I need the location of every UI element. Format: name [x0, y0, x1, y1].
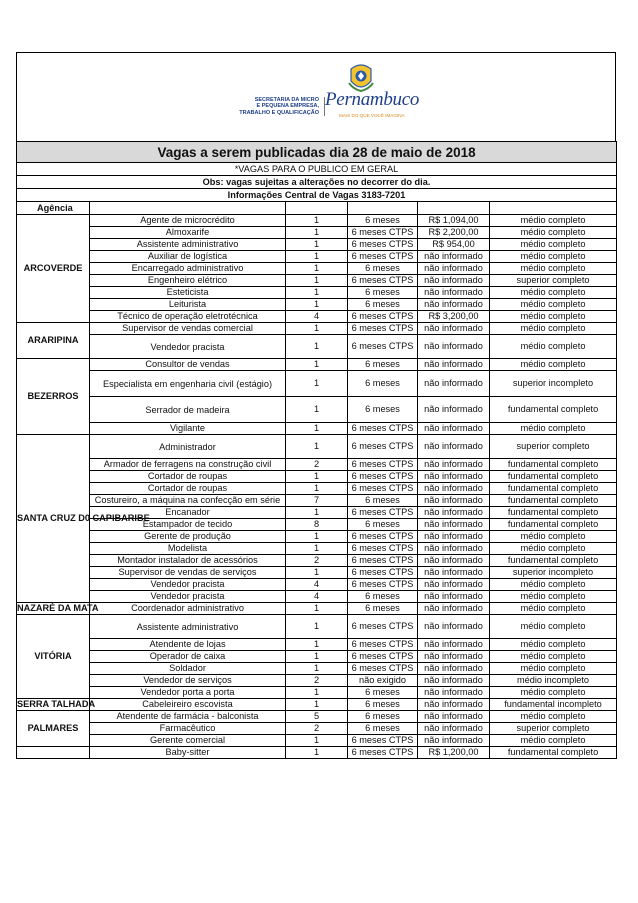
role-cell: Vendedor pracista — [90, 335, 286, 359]
vacancies-cell: 4 — [286, 311, 348, 323]
vacancies-cell: 1 — [286, 483, 348, 495]
table-row — [17, 371, 617, 397]
education-cell: fundamental completo — [490, 747, 617, 759]
salary-cell: não informado — [418, 335, 490, 359]
education-cell: médio completo — [490, 239, 617, 251]
experience-cell: 6 meses CTPS — [348, 507, 418, 519]
education-cell: médio completo — [490, 639, 617, 651]
secretaria-line-2: E PEQUENA EMPRESA, — [256, 103, 319, 110]
experience-cell: 6 meses CTPS — [348, 239, 418, 251]
experience-cell: 6 meses — [348, 287, 418, 299]
role-cell: Especialista em engenharia civil (estágio) — [90, 371, 286, 397]
experience-cell: 6 meses CTPS — [348, 543, 418, 555]
table-row — [17, 251, 617, 263]
salary-cell: não informado — [418, 663, 490, 675]
role-cell: Armador de ferragens na construção civil — [90, 459, 286, 471]
education-cell: fundamental completo — [490, 519, 617, 531]
vacancies-cell: 7 — [286, 495, 348, 507]
education-cell: médio completo — [490, 263, 617, 275]
role-cell: Montador instalador de acessórios — [90, 555, 286, 567]
salary-cell: não informado — [418, 251, 490, 263]
column-header-blank — [348, 202, 418, 215]
education-cell: médio incompleto — [490, 675, 617, 687]
experience-cell: 6 meses — [348, 299, 418, 311]
salary-cell: não informado — [418, 651, 490, 663]
table-row — [17, 275, 617, 287]
education-cell: médio completo — [490, 591, 617, 603]
salary-cell: não informado — [418, 275, 490, 287]
table-row — [17, 215, 617, 227]
column-header-blank — [90, 202, 286, 215]
table-row — [17, 423, 617, 435]
role-cell: Atendente de lojas — [90, 639, 286, 651]
table-row — [17, 397, 617, 423]
experience-cell: 6 meses CTPS — [348, 639, 418, 651]
education-cell: fundamental completo — [490, 459, 617, 471]
agency-cell: SANTA CRUZ D0 CAPIBARIBE — [17, 435, 90, 603]
vacancies-cell: 1 — [286, 507, 348, 519]
experience-cell: 6 meses CTPS — [348, 555, 418, 567]
role-cell: Esteticista — [90, 287, 286, 299]
education-cell: superior completo — [490, 275, 617, 287]
table-row — [17, 555, 617, 567]
column-header-blank — [286, 202, 348, 215]
vacancies-cell: 2 — [286, 459, 348, 471]
vacancies-cell: 1 — [286, 371, 348, 397]
education-cell: médio completo — [490, 251, 617, 263]
logo-band — [16, 52, 616, 141]
education-cell: médio completo — [490, 687, 617, 699]
vacancies-cell: 1 — [286, 735, 348, 747]
agency-cell: NAZARÉ DA MATA — [17, 603, 99, 613]
experience-cell: 6 meses — [348, 495, 418, 507]
experience-cell: 6 meses — [348, 371, 418, 397]
salary-cell: não informado — [418, 579, 490, 591]
table-row — [17, 711, 617, 723]
experience-cell: 6 meses CTPS — [348, 423, 418, 435]
education-cell: médio completo — [490, 711, 617, 723]
education-cell: médio completo — [490, 735, 617, 747]
experience-cell: 6 meses — [348, 687, 418, 699]
role-cell: Administrador — [90, 435, 286, 459]
salary-cell: não informado — [418, 397, 490, 423]
salary-cell: R$ 3,200,00 — [418, 311, 490, 323]
table-row — [17, 567, 617, 579]
experience-cell: 6 meses — [348, 603, 418, 615]
education-cell: superior completo — [490, 435, 617, 459]
experience-cell: não exigido — [348, 675, 418, 687]
agency-cell: VITÓRIA — [17, 615, 90, 699]
education-cell: médio completo — [490, 227, 617, 239]
vacancies-cell: 1 — [286, 215, 348, 227]
role-cell: Cortador de roupas — [90, 471, 286, 483]
salary-cell: R$ 954,00 — [418, 239, 490, 251]
role-cell: Vendedor pracista — [90, 591, 286, 603]
table-row — [17, 263, 617, 275]
agency-cell: SERRA TALHADA — [17, 699, 96, 709]
table-row — [17, 299, 617, 311]
salary-cell: não informado — [418, 263, 490, 275]
vacancies-cell: 1 — [286, 639, 348, 651]
salary-cell: não informado — [418, 299, 490, 311]
education-cell: médio completo — [490, 323, 617, 335]
table-row — [17, 323, 617, 335]
agency-cell: PALMARES — [17, 711, 90, 747]
vacancies-cell: 1 — [286, 287, 348, 299]
experience-cell: 6 meses — [348, 263, 418, 275]
role-cell: Técnico de operação eletrotécnica — [90, 311, 286, 323]
education-cell: superior incompleto — [490, 371, 617, 397]
role-cell: Auxiliar de logística — [90, 251, 286, 263]
vacancies-cell: 4 — [286, 579, 348, 591]
table-row — [17, 459, 617, 471]
table-row — [17, 615, 617, 639]
table-row — [17, 687, 617, 699]
table-row — [17, 675, 617, 687]
salary-cell: não informado — [418, 471, 490, 483]
table-row — [17, 435, 617, 459]
experience-cell: 6 meses — [348, 359, 418, 371]
salary-cell: não informado — [418, 711, 490, 723]
table-row — [17, 311, 617, 323]
experience-cell: 6 meses — [348, 699, 418, 711]
vacancies-cell: 1 — [286, 747, 348, 759]
salary-cell: não informado — [418, 459, 490, 471]
role-cell: Serrador de madeira — [90, 397, 286, 423]
education-cell: fundamental completo — [490, 471, 617, 483]
salary-cell: não informado — [418, 483, 490, 495]
experience-cell: 6 meses CTPS — [348, 531, 418, 543]
vacancies-cell: 8 — [286, 519, 348, 531]
vacancies-cell: 2 — [286, 723, 348, 735]
table-row — [17, 495, 617, 507]
role-cell: Vendedor porta a porta — [90, 687, 286, 699]
role-cell: Modelista — [90, 543, 286, 555]
table-row — [17, 735, 617, 747]
vacancies-cell: 1 — [286, 227, 348, 239]
vacancies-cell: 4 — [286, 591, 348, 603]
salary-cell: não informado — [418, 675, 490, 687]
education-cell: fundamental completo — [490, 507, 617, 519]
vacancies-cell: 1 — [286, 435, 348, 459]
experience-cell: 6 meses CTPS — [348, 747, 418, 759]
sheet-obs: Obs: vagas sujeitas a alterações no decorrer do dia. — [17, 176, 617, 189]
education-cell: superior incompleto — [490, 567, 617, 579]
salary-cell: não informado — [418, 639, 490, 651]
table-row — [17, 723, 617, 735]
experience-cell: 6 meses — [348, 215, 418, 227]
vacancies-cell: 1 — [286, 397, 348, 423]
experience-cell: 6 meses CTPS — [348, 335, 418, 359]
vacancies-cell: 2 — [286, 555, 348, 567]
agency-cell: BEZERROS — [17, 359, 90, 435]
vacancies-cell: 1 — [286, 275, 348, 287]
sheet-subtitle: *VAGAS PARA O PUBLICO EM GERAL — [17, 163, 617, 176]
vacancies-cell: 1 — [286, 335, 348, 359]
salary-cell: não informado — [418, 735, 490, 747]
table-row — [17, 579, 617, 591]
table-row — [17, 335, 617, 359]
salary-cell: não informado — [418, 603, 490, 615]
experience-cell: 6 meses — [348, 591, 418, 603]
salary-cell: não informado — [418, 531, 490, 543]
role-cell: Consultor de vendas — [90, 359, 286, 371]
table-row — [17, 639, 617, 651]
role-cell: Leiturista — [90, 299, 286, 311]
vacancies-cell: 1 — [286, 471, 348, 483]
salary-cell: não informado — [418, 507, 490, 519]
education-cell: médio completo — [490, 299, 617, 311]
experience-cell: 6 meses CTPS — [348, 275, 418, 287]
salary-cell: não informado — [418, 567, 490, 579]
vacancies-cell: 1 — [286, 423, 348, 435]
table-row — [17, 471, 617, 483]
experience-cell: 6 meses CTPS — [348, 471, 418, 483]
experience-cell: 6 meses CTPS — [348, 579, 418, 591]
education-cell: médio completo — [490, 615, 617, 639]
education-cell: fundamental completo — [490, 397, 617, 423]
role-cell: Soldador — [90, 663, 286, 675]
education-cell: médio completo — [490, 543, 617, 555]
salary-cell: não informado — [418, 687, 490, 699]
role-cell: Cabeleireiro escovista — [90, 699, 286, 711]
experience-cell: 6 meses CTPS — [348, 435, 418, 459]
education-cell: médio completo — [490, 311, 617, 323]
table-row — [17, 591, 617, 603]
salary-cell: não informado — [418, 371, 490, 397]
role-cell: Vendedor de serviços — [90, 675, 286, 687]
vacancies-cell: 1 — [286, 543, 348, 555]
role-cell: Almoxarife — [90, 227, 286, 239]
role-cell: Farmacêutico — [90, 723, 286, 735]
vacancies-cell: 1 — [286, 603, 348, 615]
column-header-blank — [418, 202, 490, 215]
table-row — [17, 287, 617, 299]
vacancies-cell: 1 — [286, 663, 348, 675]
experience-cell: 6 meses CTPS — [348, 227, 418, 239]
vacancies-table — [16, 141, 617, 759]
agency-cell: ARARIPINA — [17, 323, 90, 359]
table-row — [17, 239, 617, 251]
salary-cell: não informado — [418, 555, 490, 567]
role-cell: Baby-sitter — [90, 747, 286, 759]
role-cell: Gerente comercial — [90, 735, 286, 747]
salary-cell: não informado — [418, 699, 490, 711]
table-row — [17, 747, 617, 759]
experience-cell: 6 meses CTPS — [348, 615, 418, 639]
education-cell: médio completo — [490, 651, 617, 663]
vacancies-cell: 1 — [286, 251, 348, 263]
secretaria-line-3: TRABALHO E QUALIFICAÇÃO — [239, 109, 319, 116]
table-row — [17, 531, 617, 543]
vacancies-cell: 5 — [286, 711, 348, 723]
salary-cell: não informado — [418, 287, 490, 299]
education-cell: médio completo — [490, 287, 617, 299]
experience-cell: 6 meses — [348, 519, 418, 531]
role-cell: Assistente administrativo — [90, 615, 286, 639]
experience-cell: 6 meses — [348, 397, 418, 423]
experience-cell: 6 meses — [348, 723, 418, 735]
vacancies-cell: 1 — [286, 615, 348, 639]
salary-cell: não informado — [418, 615, 490, 639]
role-cell: Assistente administrativo — [90, 239, 286, 251]
sheet-title: Vagas a serem publicadas dia 28 de maio de 2018 — [17, 142, 617, 163]
role-cell: Vendedor pracista — [90, 579, 286, 591]
role-cell: Atendente de farmácia - balconista — [90, 711, 286, 723]
table-row — [17, 543, 617, 555]
salary-cell: não informado — [418, 423, 490, 435]
brand-wordmark: Pernambuco — [325, 89, 420, 110]
experience-cell: 6 meses CTPS — [348, 663, 418, 675]
salary-cell: R$ 2,200,00 — [418, 227, 490, 239]
role-cell: Costureiro, a máquina na confecção em série — [90, 495, 286, 507]
sheet-info: Informações Central de Vagas 3183-7201 — [17, 189, 617, 202]
vacancies-cell: 1 — [286, 299, 348, 311]
experience-cell: 6 meses CTPS — [348, 311, 418, 323]
table-row — [17, 483, 617, 495]
education-cell: médio completo — [490, 359, 617, 371]
education-cell: médio completo — [490, 663, 617, 675]
salary-cell: não informado — [418, 435, 490, 459]
salary-cell: não informado — [418, 723, 490, 735]
table-row — [17, 359, 617, 371]
education-cell: médio completo — [490, 423, 617, 435]
education-cell: fundamental completo — [490, 495, 617, 507]
agency-column-header: Agência — [17, 202, 90, 215]
role-cell: Operador de caixa — [90, 651, 286, 663]
vacancies-cell: 1 — [286, 263, 348, 275]
experience-cell: 6 meses — [348, 711, 418, 723]
secretaria-logo-text — [217, 97, 325, 116]
salary-cell: R$ 1,200,00 — [418, 747, 490, 759]
table-row — [17, 651, 617, 663]
salary-cell: não informado — [418, 519, 490, 531]
role-cell: Cortador de roupas — [90, 483, 286, 495]
column-header-blank — [490, 202, 617, 215]
vacancies-cell: 1 — [286, 651, 348, 663]
role-cell: Estampador de tecido — [90, 519, 286, 531]
vacancies-cell: 1 — [286, 567, 348, 579]
role-cell: Supervisor de vendas comercial — [90, 323, 286, 335]
role-cell: Encanador — [90, 507, 286, 519]
education-cell: fundamental completo — [490, 483, 617, 495]
table-row — [17, 227, 617, 239]
experience-cell: 6 meses CTPS — [348, 459, 418, 471]
agency-cell — [17, 747, 90, 759]
role-cell: Agente de microcrédito — [90, 215, 286, 227]
vacancies-cell: 1 — [286, 239, 348, 251]
role-cell: Engenheiro elétrico — [90, 275, 286, 287]
agency-cell: ARCOVERDE — [17, 215, 90, 323]
experience-cell: 6 meses CTPS — [348, 735, 418, 747]
education-cell: médio completo — [490, 335, 617, 359]
vacancies-cell: 1 — [286, 323, 348, 335]
salary-cell: não informado — [418, 323, 490, 335]
salary-cell: não informado — [418, 495, 490, 507]
education-cell: fundamental incompleto — [490, 699, 617, 711]
experience-cell: 6 meses CTPS — [348, 567, 418, 579]
education-cell: fundamental completo — [490, 555, 617, 567]
salary-cell: não informado — [418, 591, 490, 603]
role-cell: Coordenador administrativo — [90, 603, 286, 615]
vacancies-cell: 1 — [286, 687, 348, 699]
experience-cell: 6 meses CTPS — [348, 323, 418, 335]
table-row — [17, 699, 617, 711]
role-cell: Encarregado administrativo — [90, 263, 286, 275]
education-cell: médio completo — [490, 603, 617, 615]
education-cell: médio completo — [490, 579, 617, 591]
job-listing-sheet — [16, 52, 616, 759]
salary-cell: não informado — [418, 543, 490, 555]
vacancies-cell: 1 — [286, 531, 348, 543]
vacancies-cell: 1 — [286, 359, 348, 371]
salary-cell: R$ 1,094,00 — [418, 215, 490, 227]
brand-tagline: MAIS DO QUE VOCÊ IMAGINA — [339, 113, 405, 118]
vacancies-cell: 2 — [286, 675, 348, 687]
experience-cell: 6 meses CTPS — [348, 651, 418, 663]
role-cell: Supervisor de vendas de serviços — [90, 567, 286, 579]
role-cell: Vigilante — [90, 423, 286, 435]
salary-cell: não informado — [418, 359, 490, 371]
vacancies-cell: 1 — [286, 699, 348, 711]
role-cell: Gerente de produção — [90, 531, 286, 543]
experience-cell: 6 meses CTPS — [348, 483, 418, 495]
table-row — [17, 603, 617, 615]
education-cell: médio completo — [490, 531, 617, 543]
education-cell: superior completo — [490, 723, 617, 735]
education-cell: médio completo — [490, 215, 617, 227]
table-row — [17, 663, 617, 675]
secretaria-line-1: SECRETARIA DA MICRO — [254, 97, 319, 103]
experience-cell: 6 meses CTPS — [348, 251, 418, 263]
